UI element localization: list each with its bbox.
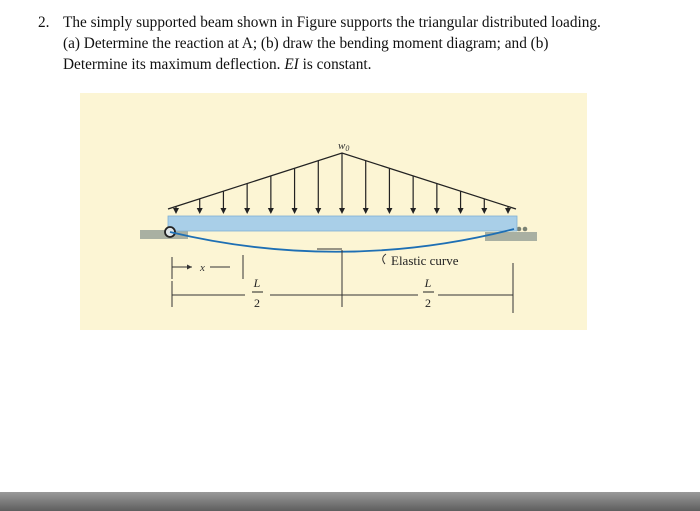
load-arrow-head [363, 208, 369, 214]
load-label: w0 [338, 140, 350, 153]
elastic-curve [170, 229, 514, 252]
x-label: x [200, 262, 205, 274]
span-label-left [252, 276, 263, 310]
load-arrow-head [339, 208, 345, 214]
bottom-bar [0, 492, 700, 511]
load-arrow-head [173, 208, 179, 214]
load-arrows [173, 153, 511, 214]
span-label-right [423, 276, 434, 310]
load-arrow-head [386, 208, 392, 214]
svg-text:2: 2 [254, 296, 260, 310]
beam [168, 216, 517, 231]
load-arrow-head [292, 208, 298, 214]
problem-line-1: The simply supported beam shown in Figure supports the triangular distributed loading. [63, 14, 601, 31]
problem-line-3-text: Determine its maximum deflection. [63, 56, 281, 73]
x-dim-arrow [187, 265, 192, 270]
beam-diagram [80, 93, 587, 330]
load-arrow-head [481, 208, 487, 214]
ei-symbol: EI [284, 56, 299, 73]
svg-text:2: 2 [425, 296, 431, 310]
load-arrow-head [434, 208, 440, 214]
load-arrow-head [244, 208, 250, 214]
problem-line-2: (a) Determine the reaction at A; (b) draw the bending moment diagram; and (b) [63, 35, 549, 52]
svg-text:L: L [424, 276, 432, 290]
beam-figure [80, 93, 587, 330]
elastic-curve-label: Elastic curve [391, 253, 459, 268]
load-arrow-head [197, 208, 203, 214]
elastic-curve-leader [383, 254, 386, 264]
svg-text:L: L [253, 276, 261, 290]
load-arrow-head [458, 208, 464, 214]
problem-number: 2. [38, 14, 50, 31]
load-arrow-head [505, 208, 511, 214]
problem-line-3 [63, 54, 678, 75]
load-arrow-head [268, 208, 274, 214]
load-arrow-head [315, 208, 321, 214]
load-arrow-head [410, 208, 416, 214]
ei-tail: is constant. [298, 56, 372, 73]
load-arrow-head [220, 208, 226, 214]
